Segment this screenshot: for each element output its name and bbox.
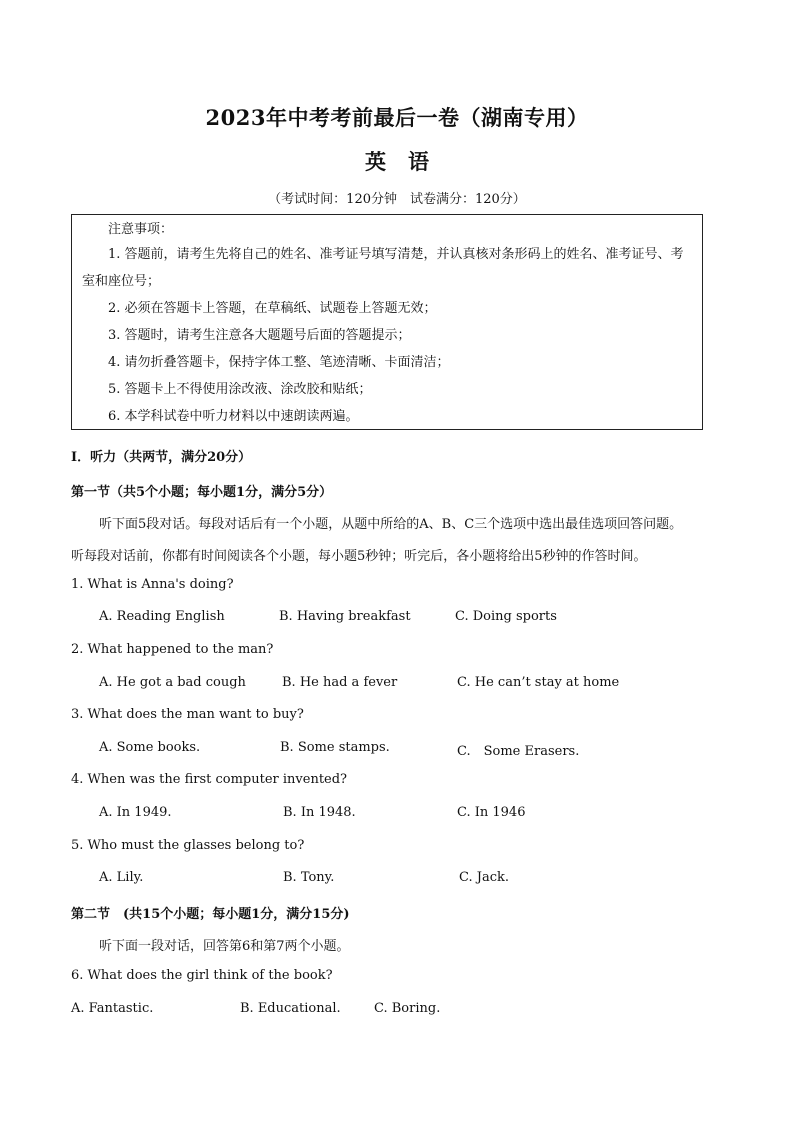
option-b: B. He had a fever: [282, 675, 398, 690]
section1-instructions: 听每段对话前，你都有时间阅读各个小题，每小题5秒钟；听完后，各小题将给出5秒钟的作答时间。: [71, 549, 647, 564]
option-c: C. Boring.: [374, 1001, 441, 1016]
question-stem: 1. What is Anna's doing?: [71, 577, 234, 592]
notice-item: 3. 答题时，请考生注意各大题题号后面的答题提示；: [108, 328, 411, 343]
section2-instructions: 听下面一段对话，回答第6和第7两个小题。: [99, 939, 350, 954]
option-a: A. Fantastic.: [71, 1001, 154, 1016]
exam-info: （考试时间：120分钟 试卷满分：120分）: [268, 192, 526, 207]
option-b: B. Some stamps.: [280, 740, 390, 755]
option-b: B. Tony.: [283, 870, 335, 885]
option-b: B. Having breakfast: [279, 609, 411, 624]
option-a: A. Reading English: [99, 609, 225, 624]
notice-title: 注意事项：: [108, 222, 174, 237]
section1-instructions: 听下面5段对话。每段对话后有一个小题，从题中所给的A、B、C三个选项中选出最佳选项回答问题。: [99, 517, 683, 532]
option-a: A. He got a bad cough: [99, 675, 246, 690]
notice-item: 4. 请勿折叠答题卡，保持字体工整、笔迹清晰、卡面清洁；: [108, 355, 450, 370]
option-c: C. He can’t stay at home: [457, 675, 620, 690]
notice-box: [71, 214, 703, 430]
notice-item: 6. 本学科试卷中听力材料以中速朗读两遍。: [108, 409, 359, 424]
notice-item: 1. 答题前，请考生先将自己的姓名、准考证号填写清楚，并认真核对条形码上的姓名、准考证号、考室和座位号；: [82, 247, 684, 289]
exam-title: 2023年中考考前最后一卷（湖南专用）: [205, 105, 589, 130]
question-stem: 5. Who must the glasses belong to?: [71, 838, 305, 853]
section1-heading: 第一节（共5个小题；每小题1分，满分5分）: [71, 485, 333, 500]
option-b: B. In 1948.: [283, 805, 356, 820]
subject-title: 英语: [365, 149, 451, 174]
option-c: C. Jack.: [459, 870, 510, 885]
option-c: C. In 1946: [457, 805, 526, 820]
question-stem: 3. What does the man want to buy?: [71, 707, 304, 722]
notice-item: 5. 答题卡上不得使用涂改液、涂改胶和贴纸；: [108, 382, 372, 397]
question-stem: 6. What does the girl think of the book?: [71, 968, 333, 983]
option-a: A. Lily.: [99, 870, 144, 885]
option-b: B. Educational.: [240, 1001, 341, 1016]
part-heading: I．听力（共两节，满分20分）: [71, 450, 252, 465]
section2-heading: 第二节 (共15个小题；每小题1分，满分15分): [71, 907, 350, 922]
question-stem: 4. When was the first computer invented?: [71, 772, 348, 787]
option-a: A. In 1949.: [99, 805, 172, 820]
option-a: A. Some books.: [99, 740, 201, 755]
option-c: C. Doing sports: [455, 609, 557, 624]
question-stem: 2. What happened to the man?: [71, 642, 274, 657]
option-c: C. Some Erasers.: [457, 744, 580, 759]
notice-item: 2. 必须在答题卡上答题，在草稿纸、试题卷上答题无效；: [108, 301, 437, 316]
